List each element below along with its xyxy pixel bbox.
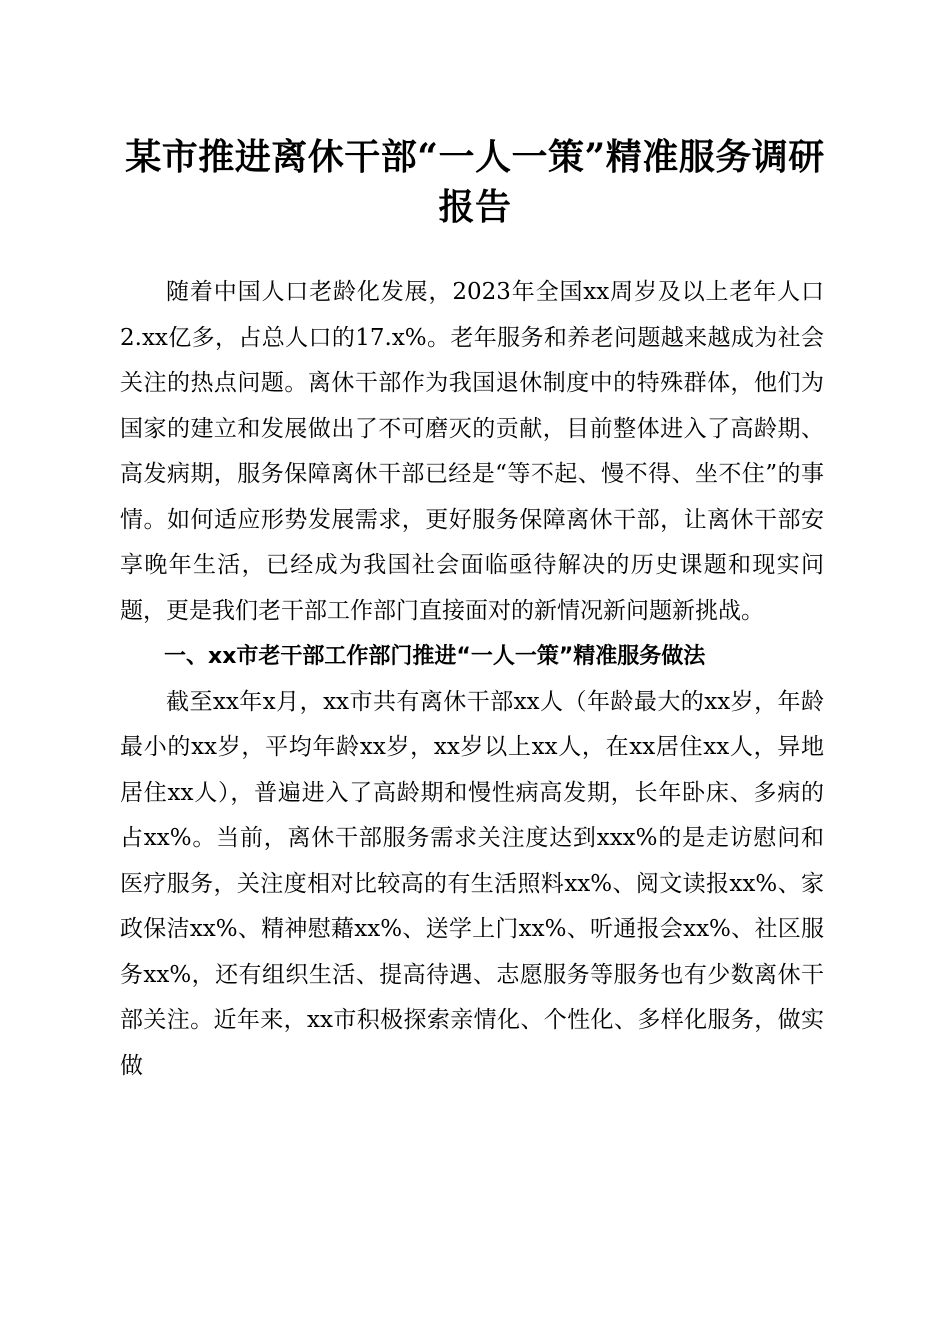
intro-paragraph: 随着中国人口老龄化发展，2023年全国xx周岁及以上老年人口2.xx亿多，占总人口的17.x%。老年服务和养老问题越来越成为社会关注的热点问题。离休干部作为我国退休制度中的特殊群体，他们为国家的建立和发展做出了不可磨灭的贡献，目前整体进入了高龄期、高发病期，服务保障离休干部已经是“等不起、慢不得、坐不住”的事情。如何适应形势发展需求，更好服务保障离休干部，让离休干部安享晚年生活，已经成为我国社会面临亟待解决的历史课题和现实问题，更是我们老干部工作部门直接面对的新情况新问题新挑战。: [120, 279, 824, 624]
document-title: 某市推进离休干部“一人一策”精准服务调研报告: [125, 136, 825, 228]
section-paragraph: 截至xx年x月，xx市共有离休干部xx人（年龄最大的xx岁，年龄最小的xx岁，平均年龄xx岁，xx岁以上xx人，在xx居住xx人，异地居住xx人），普遍进入了高龄期和慢性病高发期，长年卧床、多病的占xx%。当前，离休干部服务需求关注度达到xxx%的是走访慰问和医疗服务，关注度相对比较高的有生活照料xx%、阅文读报xx%、家政保洁xx%、精神慰藉xx%、送学上门xx%、听通报会xx%、社区服务xx%，还有组织生活、提高待遇、志愿服务等服务也有少数离休干部关注。近年来，xx市积极探索亲情化、个性化、多样化服务，做实做: [120, 688, 824, 1079]
section-heading: 一、xx市老干部工作部门推进“一人一策”精准服务做法: [164, 644, 706, 669]
document-body: [120, 270, 824, 1089]
